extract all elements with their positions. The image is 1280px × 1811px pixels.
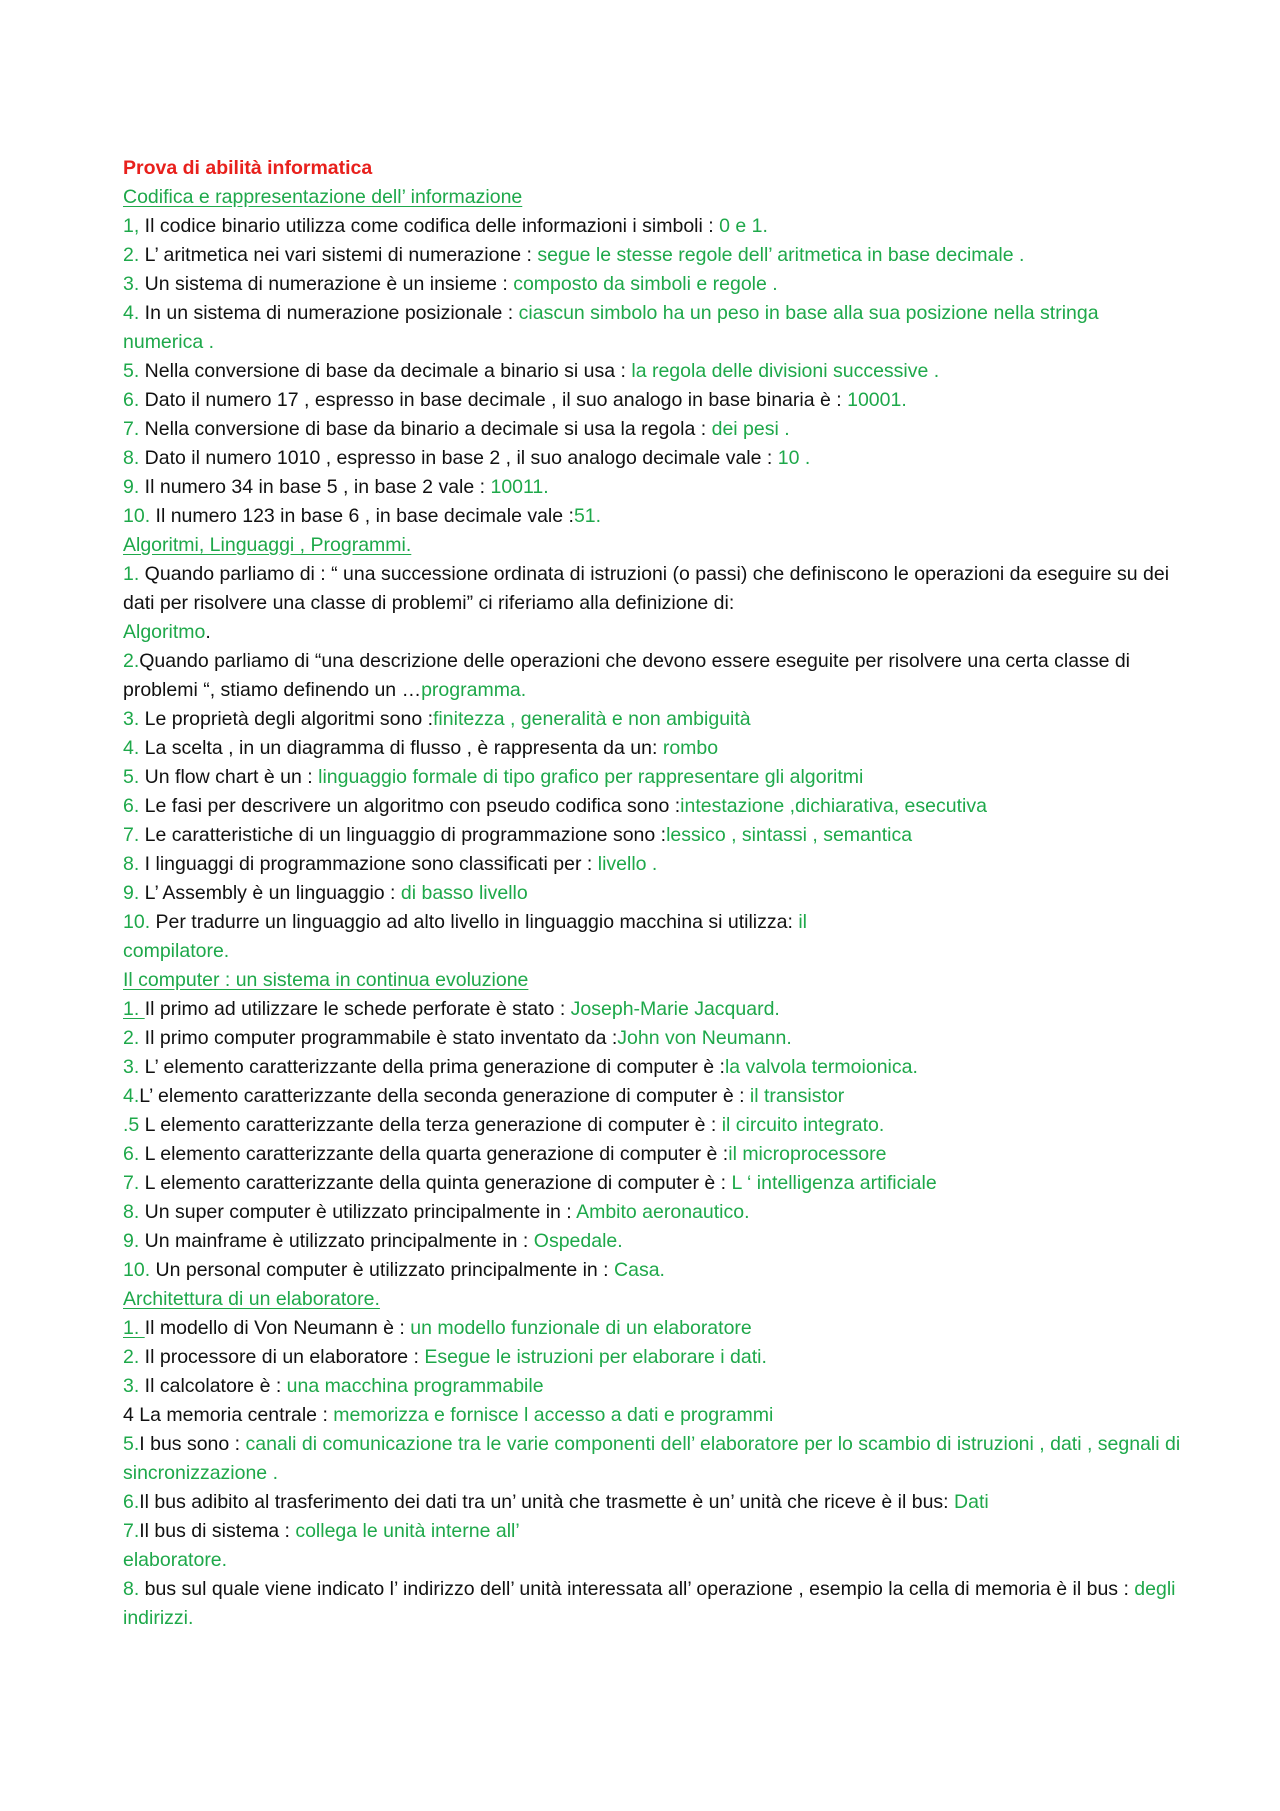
list-item <box>123 1024 1183 1053</box>
item-number: 9. <box>123 882 140 904</box>
item-question: Il numero 123 in base 6 , in base decimale vale : <box>150 505 574 527</box>
list-item <box>123 357 1183 386</box>
item-question: Le proprietà degli algoritmi sono : <box>139 708 434 730</box>
item-answer: una macchina programmabile <box>286 1375 544 1397</box>
item-number: 10. <box>123 1259 151 1281</box>
item-answer: composto da simboli e regole . <box>513 273 778 295</box>
item-answer: Esegue le istruzioni per elaborare i dati. <box>424 1346 767 1368</box>
item-answer: 51. <box>573 505 602 527</box>
item-number: .5 <box>123 1114 140 1136</box>
list-item <box>123 1169 1183 1198</box>
item-number: 8. <box>123 1578 140 1600</box>
item-question: I linguaggi di programmazione sono classificati per : <box>139 853 598 875</box>
item-number: 2. <box>123 1346 140 1368</box>
item-answer: L ‘ intelligenza artificiale <box>731 1172 937 1194</box>
item-number: 9. <box>123 476 140 498</box>
item-question: In un sistema di numerazione posizionale : <box>139 302 519 324</box>
item-number: 5. <box>123 766 140 788</box>
item-answer: Ambito aeronautico. <box>576 1201 750 1223</box>
section-codifica <box>123 183 1183 531</box>
item-number: 4. <box>123 302 140 324</box>
item-question: La scelta , in un diagramma di flusso , è rappresenta da un: <box>139 737 663 759</box>
item-number: 10. <box>123 505 151 527</box>
list-item <box>123 1198 1183 1227</box>
item-question: Quando parliamo di : “ una successione ordinata di istruzioni (o passi) che definiscono le operazioni da eseguire su dei dati per risolvere una classe di problemi” ci riferiamo alla definizione di: <box>123 563 1170 614</box>
list-item <box>123 560 1183 647</box>
list-item <box>123 1111 1183 1140</box>
item-number: 5. <box>123 1433 140 1455</box>
item-number: 7. <box>123 1172 140 1194</box>
item-question: L’ Assembly è un linguaggio : <box>139 882 401 904</box>
list-item <box>123 415 1183 444</box>
item-answer: intestazione ,dichiarativa, esecutiva <box>680 795 987 817</box>
list-item <box>123 241 1183 270</box>
section-architettura <box>123 1285 1183 1633</box>
item-answer: linguaggio formale di tipo grafico per rappresentare gli algoritmi <box>318 766 864 788</box>
item-number: 2. <box>123 1027 140 1049</box>
item-number: 1. <box>123 1317 145 1339</box>
item-question: Il numero 34 in base 5 , in base 2 vale : <box>139 476 491 498</box>
item-question: L elemento caratterizzante della quinta generazione di computer è : <box>139 1172 732 1194</box>
section-computer-evoluzione <box>123 966 1183 1285</box>
item-number: 1. <box>123 563 140 585</box>
item-question: Nella conversione di base da binario a decimale si usa la regola : <box>139 418 712 440</box>
item-question: Le caratteristiche di un linguaggio di programmazione sono : <box>139 824 667 846</box>
item-answer: segue le stesse regole dell’ aritmetica in base decimale . <box>537 244 1025 266</box>
item-number: 6. <box>123 1491 140 1513</box>
item-answer: finitezza , generalità e non ambiguità <box>433 708 751 730</box>
item-answer: programma. <box>421 679 527 701</box>
item-question: Un super computer è utilizzato principalmente in : <box>139 1201 577 1223</box>
item-answer: lessico , sintassi , semantica <box>666 824 913 846</box>
list-item <box>123 1575 1183 1633</box>
list-item <box>123 444 1183 473</box>
document-title: Prova di abilità informatica <box>123 157 373 179</box>
item-answer: la regola delle divisioni successive . <box>631 360 940 382</box>
item-question: La memoria centrale : <box>133 1404 334 1426</box>
list-item <box>123 299 1183 357</box>
item-question: Nella conversione di base da decimale a binario si usa : <box>139 360 632 382</box>
section-heading: Architettura di un elaboratore. <box>123 1288 380 1310</box>
item-answer: dei pesi . <box>711 418 790 440</box>
item-question: Le fasi per descrivere un algoritmo con pseudo codifica sono : <box>139 795 681 817</box>
item-answer: Ospedale. <box>533 1230 623 1252</box>
item-number: 3. <box>123 1056 140 1078</box>
item-answer: il microprocessore <box>728 1143 887 1165</box>
item-question: Un mainframe è utilizzato principalmente in : <box>139 1230 534 1252</box>
list-item <box>123 763 1183 792</box>
item-question: Quando parliamo di “una descrizione delle operazioni che devono essere eseguite per risolvere una certa classe di problemi “, stiamo definendo un … <box>123 650 1131 701</box>
item-question: L’ elemento caratterizzante della prima generazione di computer è : <box>139 1056 725 1078</box>
item-question: L’ aritmetica nei vari sistemi di numerazione : <box>139 244 538 266</box>
item-answer: 0 e 1. <box>719 215 768 237</box>
item-number: 10. <box>123 911 151 933</box>
item-question: Il primo computer programmabile è stato inventato da : <box>139 1027 618 1049</box>
list-item <box>123 1401 1183 1430</box>
document-page <box>123 154 1183 1633</box>
item-question: Il modello di Von Neumann è : <box>144 1317 411 1339</box>
list-item <box>123 1517 583 1575</box>
item-number: 6. <box>123 1143 140 1165</box>
item-answer-tail: . <box>205 621 211 643</box>
item-question: Il calcolatore è : <box>139 1375 287 1397</box>
item-answer: 10001. <box>847 389 907 411</box>
item-answer: Casa. <box>614 1259 665 1281</box>
item-question: Il bus adibito al trasferimento dei dati tra un’ unità che trasmette è un’ unità che riceve è il bus: <box>139 1491 955 1513</box>
list-item <box>123 792 1183 821</box>
list-item <box>123 212 1183 241</box>
item-number: 4 <box>123 1404 134 1426</box>
item-question: Un personal computer è utilizzato principalmente in : <box>150 1259 615 1281</box>
list-item <box>123 1314 1183 1343</box>
list-item <box>123 1372 1183 1401</box>
item-number: 7. <box>123 1520 140 1542</box>
list-item <box>123 995 1183 1024</box>
list-item <box>123 1227 1183 1256</box>
item-answer: il circuito integrato. <box>721 1114 885 1136</box>
item-number: 1, <box>123 215 140 237</box>
item-question: L elemento caratterizzante della terza generazione di computer è : <box>139 1114 722 1136</box>
item-number: 4. <box>123 737 140 759</box>
item-answer: rombo <box>662 737 719 759</box>
item-question: Dato il numero 1010 , espresso in base 2 , il suo analogo decimale vale : <box>139 447 778 469</box>
section-heading: Il computer : un sistema in continua evoluzione <box>123 969 529 991</box>
list-item <box>123 1082 1183 1111</box>
list-item <box>123 1488 1183 1517</box>
list-item <box>123 879 1183 908</box>
item-answer: John von Neumann. <box>617 1027 792 1049</box>
item-question: I bus sono : <box>139 1433 246 1455</box>
list-item <box>123 473 1183 502</box>
list-item <box>123 647 1183 705</box>
item-answer: Dati <box>954 1491 989 1513</box>
item-question: L’ elemento caratterizzante della seconda generazione di computer è : <box>139 1085 750 1107</box>
item-question: Il codice binario utilizza come codifica delle informazioni i simboli : <box>139 215 720 237</box>
section-heading: Codifica e rappresentazione dell’ informazione <box>123 186 523 208</box>
item-answer: degli indirizzi. <box>123 1578 1176 1629</box>
item-answer: canali di comunicazione tra le varie componenti dell’ elaboratore per lo scambio di istruzioni , dati , segnali di sincronizzazione . <box>123 1433 1181 1484</box>
item-number: 3. <box>123 708 140 730</box>
list-item <box>123 502 1183 531</box>
list-item <box>123 1140 1183 1169</box>
item-number: 1. <box>123 998 145 1020</box>
item-number: 8. <box>123 447 140 469</box>
item-question: Per tradurre un linguaggio ad alto livello in linguaggio macchina si utilizza: <box>150 911 799 933</box>
item-number: 3. <box>123 1375 140 1397</box>
item-number: 4. <box>123 1085 140 1107</box>
list-item <box>123 908 913 966</box>
item-question: Il processore di un elaboratore : <box>139 1346 425 1368</box>
item-answer: Algoritmo <box>123 621 206 643</box>
item-answer: il compilatore. <box>123 911 807 962</box>
item-question: Il primo ad utilizzare le schede perforate è stato : <box>144 998 571 1020</box>
item-answer: la valvola termoionica. <box>724 1056 918 1078</box>
item-number: 3. <box>123 273 140 295</box>
list-item <box>123 270 1183 299</box>
item-answer: 10011. <box>490 476 549 498</box>
item-answer: il transistor <box>749 1085 845 1107</box>
item-question: L elemento caratterizzante della quarta generazione di computer è : <box>139 1143 729 1165</box>
item-answer: livello . <box>597 853 658 875</box>
item-number: 9. <box>123 1230 140 1252</box>
item-answer: un modello funzionale di un elaboratore <box>410 1317 752 1339</box>
list-item <box>123 705 1183 734</box>
item-answer: 10 . <box>777 447 811 469</box>
item-number: 2. <box>123 650 140 672</box>
list-item <box>123 821 913 850</box>
item-question: Un flow chart è un : <box>139 766 319 788</box>
list-item <box>123 1256 1183 1285</box>
item-number: 7. <box>123 418 140 440</box>
list-item <box>123 1053 1183 1082</box>
item-question: Un sistema di numerazione è un insieme : <box>139 273 514 295</box>
item-number: 5. <box>123 360 140 382</box>
item-question: Dato il numero 17 , espresso in base decimale , il suo analogo in base binaria è : <box>139 389 848 411</box>
list-item <box>123 850 1183 879</box>
list-item <box>123 386 1183 415</box>
item-number: 8. <box>123 1201 140 1223</box>
item-answer: ciascun simbolo ha un peso in base alla sua posizione nella stringa numerica . <box>123 302 1099 353</box>
list-item <box>123 1430 1183 1488</box>
item-number: 6. <box>123 389 140 411</box>
item-number: 6. <box>123 795 140 817</box>
item-answer: collega le unità interne all’ elaboratore. <box>123 1520 519 1571</box>
item-answer: di basso livello <box>400 882 528 904</box>
item-question: Il bus di sistema : <box>139 1520 296 1542</box>
item-question: bus sul quale viene indicato l’ indirizzo dell’ unità interessata all’ operazione , esempio la cella di memoria è il bus : <box>139 1578 1135 1600</box>
item-number: 2. <box>123 244 140 266</box>
section-algoritmi <box>123 531 1183 966</box>
item-answer: Joseph-Marie Jacquard. <box>570 998 780 1020</box>
list-item <box>123 1343 1183 1372</box>
item-number: 7. <box>123 824 140 846</box>
item-number: 8. <box>123 853 140 875</box>
item-answer: memorizza e fornisce l accesso a dati e programmi <box>333 1404 774 1426</box>
section-heading: Algoritmi, Linguaggi , Programmi. <box>123 534 412 556</box>
list-item <box>123 734 1183 763</box>
